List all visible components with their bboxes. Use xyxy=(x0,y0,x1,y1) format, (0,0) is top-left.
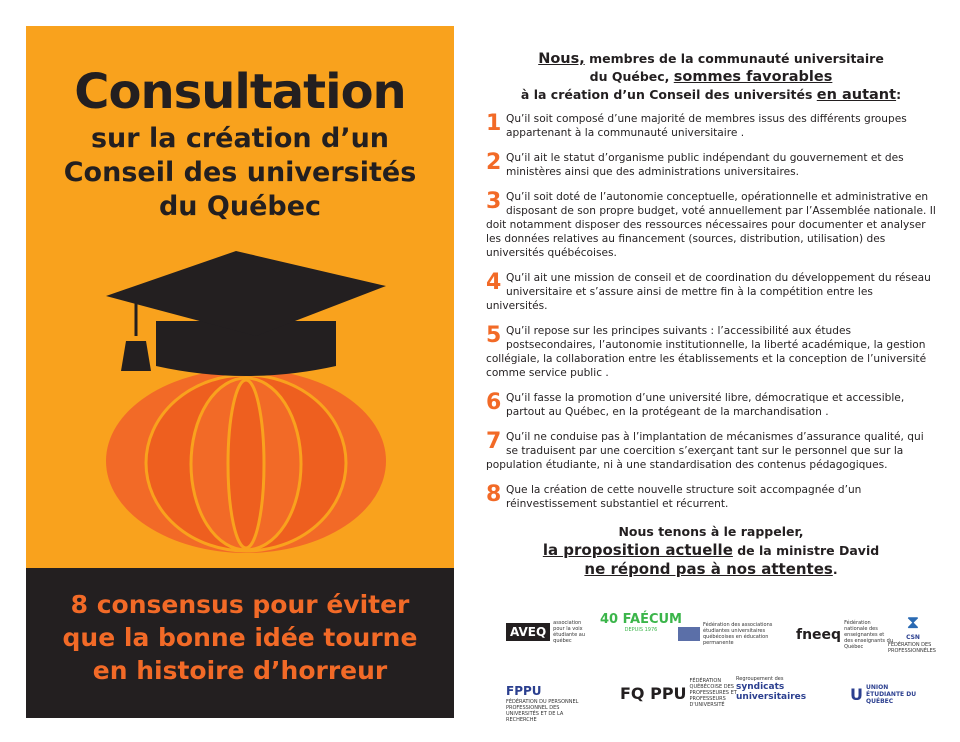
logo-strip xyxy=(500,612,940,722)
item-text: Qu’il repose sur les principes suivants : l’accessibilité aux études postsecondaires, l’autonomie institutionnelle, la liberté académique, la gestion collégiale, la collaboration entre les établissements et la conception de l’université comme service public . xyxy=(486,325,927,379)
syndicats-logo xyxy=(736,676,826,702)
logo-name: FPPU xyxy=(506,684,542,698)
list-item xyxy=(486,430,936,472)
logo-sub: FÉDÉRATION QUÉBÉCOISE DES PROFESSEURES ET PROFESSEURS D'UNIVERSITÉ xyxy=(689,678,737,708)
list-item xyxy=(486,112,936,140)
item-number: 1 xyxy=(486,111,502,136)
intro-favorables: sommes favorables xyxy=(673,69,833,85)
closing-paragraph xyxy=(486,522,936,579)
logo-sub: association pour la voix étudiante au québec xyxy=(553,620,586,644)
logo-name: FQ PPU xyxy=(620,683,687,703)
csn-logo xyxy=(888,612,938,654)
building-icon xyxy=(678,627,700,641)
logo-sub: DEPUIS 1976 xyxy=(624,627,658,633)
intro-text: à la création d’un Conseil des universités xyxy=(520,87,817,102)
list-item xyxy=(486,190,936,260)
graduation-cap-icon xyxy=(106,251,386,376)
logo-name: AVEQ xyxy=(506,623,550,641)
subtitle-line: du Québec xyxy=(158,191,322,222)
ueq-logo xyxy=(850,684,926,705)
item-number: 6 xyxy=(486,390,502,415)
hourglass-icon: ⧗ xyxy=(906,612,920,633)
logo-sub: FÉDÉRATION DU PERSONNEL PROFESSIONNEL DES UNIVERSITÉS ET DE LA RECHERCHE xyxy=(506,699,579,723)
item-text: Qu’il soit composé d’une majorité de membres issus des différents groupes appartenant à la communauté universitaire . xyxy=(506,113,907,139)
poster-subtitle xyxy=(26,122,454,224)
logo-name: 40 FAÉCUM xyxy=(600,612,682,627)
closing-emphasis: ne répond pas à nos attentes xyxy=(584,560,833,578)
intro-text: du Québec, xyxy=(589,69,674,84)
list-item xyxy=(486,151,936,179)
fppu-logo xyxy=(506,684,586,723)
item-number: 8 xyxy=(486,482,502,507)
intro-en-autant: en autant xyxy=(816,87,897,103)
fae-logo xyxy=(678,622,773,646)
item-number: 7 xyxy=(486,429,502,454)
poster xyxy=(26,26,454,718)
pumpkin-graduation-cap-icon xyxy=(96,226,396,556)
fqppu-logo xyxy=(620,678,740,708)
item-text: Qu’il ne conduise pas à l’implantation de mécanismes d’assurance qualité, qui se traduisent par une coercition s’exerçant tant sur le personnel que sur la population étudiante, ni à une standardisation des contenus pédagogiques. xyxy=(486,431,924,471)
statement-panel xyxy=(486,50,936,579)
pumpkin-icon xyxy=(106,369,386,553)
item-text: Qu’il fasse la promotion d’une université libre, démocratique et accessible, partout au Québec, en la protégeant de la marchandisation . xyxy=(506,392,905,418)
tagline-line: que la bonne idée tourne xyxy=(62,623,418,652)
tagline-line: 8 consensus pour éviter xyxy=(70,590,410,619)
item-number: 4 xyxy=(486,270,502,295)
logo-name: fneeq xyxy=(796,627,842,643)
intro-colon: : xyxy=(896,87,902,102)
consensus-list xyxy=(486,112,936,511)
item-text: Qu’il ait une mission de conseil et de coordination du développement du réseau universitaire et s’assure ainsi de mettre fin à la compétition entre les universités. xyxy=(486,272,931,312)
logo-name: CSN xyxy=(906,634,920,641)
item-text: Que la création de cette nouvelle structure soit accompagnée d’un réinvestissement substantiel et récurrent. xyxy=(506,484,862,510)
poster-bottom-band xyxy=(26,568,454,718)
poster-title: Consultation xyxy=(74,64,406,120)
closing-text: de la ministre David xyxy=(732,543,880,558)
item-text: Qu’il ait le statut d’organisme public indépendant du gouvernement et des ministères ainsi que des administrations universitaires. xyxy=(506,152,904,178)
list-item xyxy=(486,483,936,511)
fneeq-logo xyxy=(796,620,894,650)
closing-emphasis: la proposition actuelle xyxy=(542,541,733,559)
logo-sub: FÉDÉRATION DES PROFESSIONNÈLES xyxy=(888,642,936,654)
aveq-logo xyxy=(506,620,593,644)
logo-name: UNION ÉTUDIANTE DU QUÉBEC xyxy=(866,684,917,705)
intro-paragraph xyxy=(486,50,936,104)
ueq-mark-icon: U xyxy=(850,685,863,704)
item-text: Qu’il soit doté de l’autonomie conceptuelle, opérationnelle et administrative en disposant de son propre budget, voté annuellement par l’Assemblée nationale. Il doit notamment disposer des ressources nécessaires pour documenter et analyser les données relatives au financement (sources, distribution, utilisation) des universités québécoises. xyxy=(486,191,936,259)
intro-nous: Nous, xyxy=(538,51,585,67)
faecum-logo xyxy=(600,612,682,633)
item-number: 5 xyxy=(486,323,502,348)
logo-name: syndicats universitaires xyxy=(736,682,807,702)
logo-sub: Fédération nationale des enseignantes et des enseignants du Québec xyxy=(844,620,893,650)
item-number: 2 xyxy=(486,150,502,175)
poster-tagline xyxy=(26,588,454,687)
subtitle-line: sur la création d’un xyxy=(90,123,390,154)
closing-line: Nous tenons à le rappeler, xyxy=(618,524,804,539)
list-item xyxy=(486,324,936,380)
list-item xyxy=(486,271,936,313)
intro-text: membres de la communauté universitaire xyxy=(584,51,884,66)
item-number: 3 xyxy=(486,189,502,214)
list-item xyxy=(486,391,936,419)
logo-sub: Fédération des associations étudiantes universitaires québécoises en éducation permanente xyxy=(703,622,773,646)
tagline-line: en histoire d’horreur xyxy=(92,656,388,685)
closing-period: . xyxy=(832,562,838,577)
logo-sub: Regroupement des xyxy=(736,676,784,682)
subtitle-line: Conseil des universités xyxy=(63,157,417,188)
